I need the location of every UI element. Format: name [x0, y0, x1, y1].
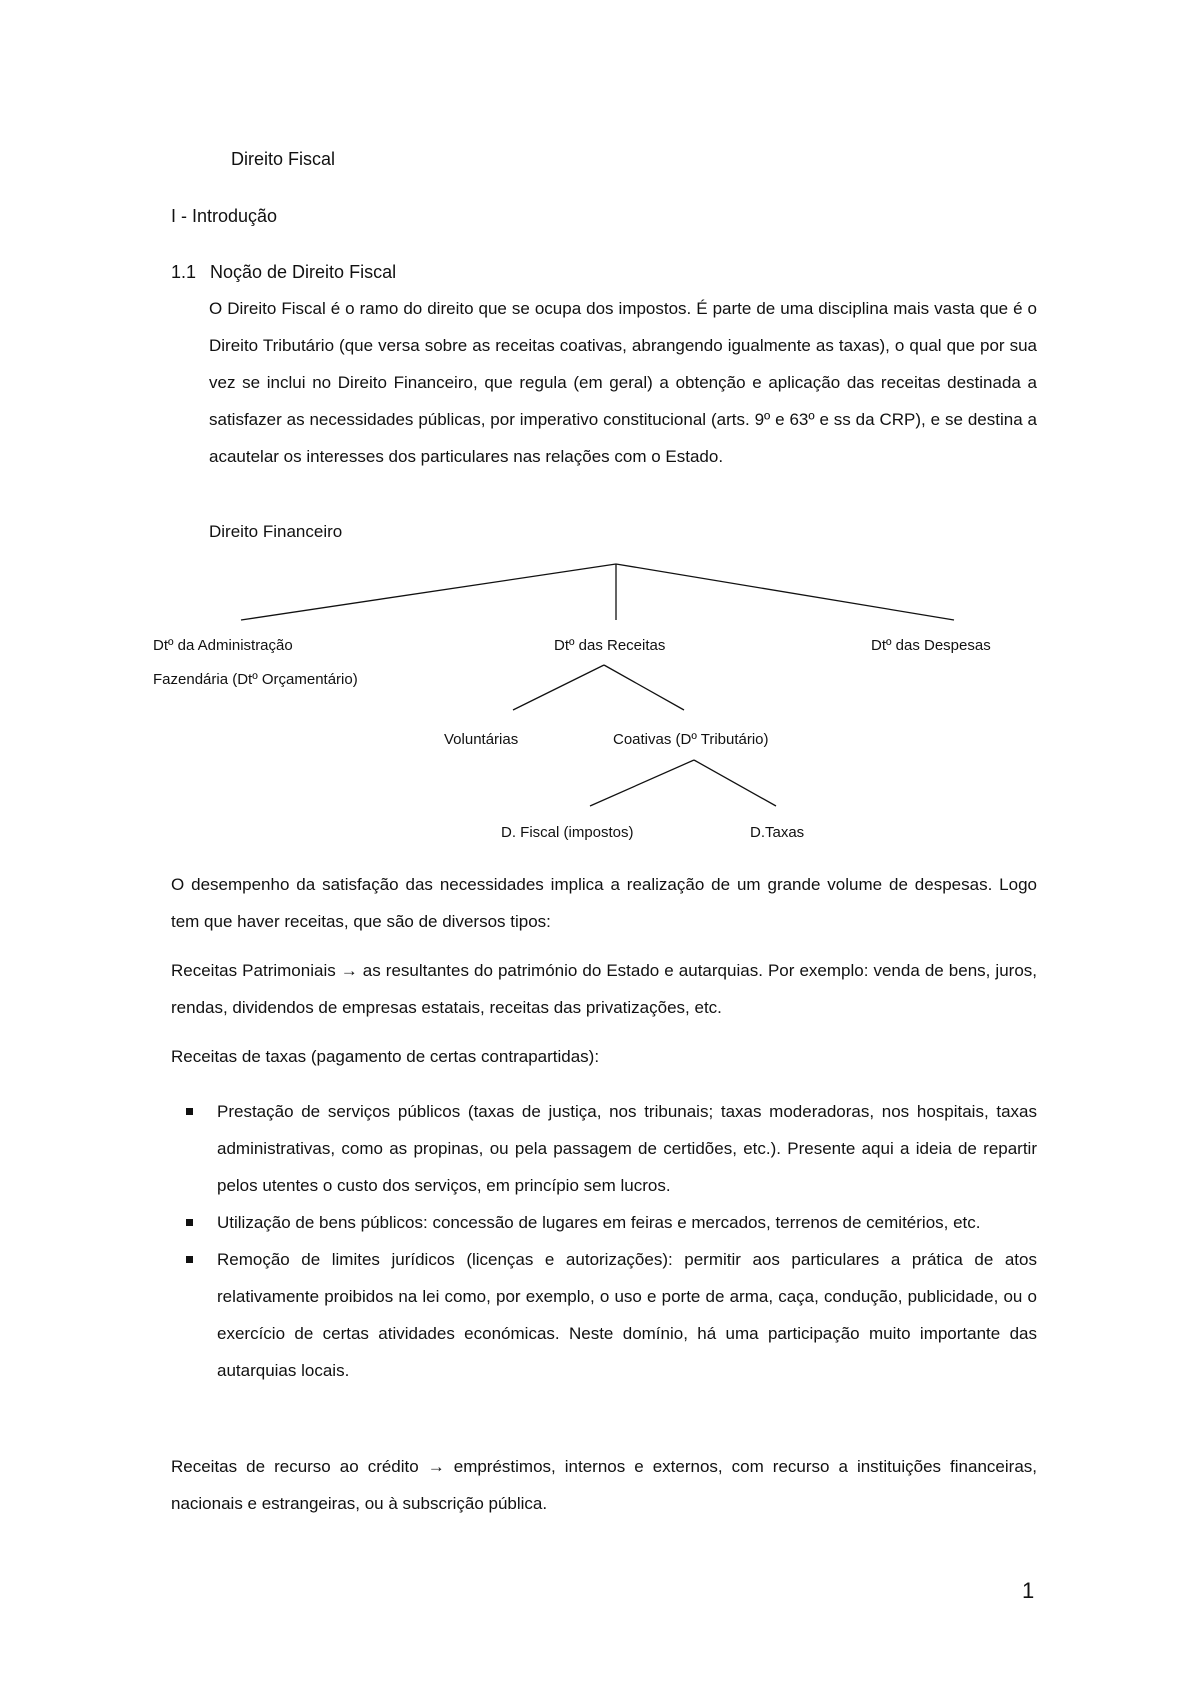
node-administracao-line1: Dtº da Administração [153, 637, 293, 654]
edge-coativas-taxas [694, 760, 776, 806]
list-item-text: Prestação de serviços públicos (taxas de justiça, nos tribunais; taxas moderadoras, nos hospitais, taxas administrativas, como as propinas, ou pela passagem de certidões, etc.). Presente aqui a ideia de repartir pelos utentes o custo dos serviços, em princípio sem lucros. [217, 1102, 1037, 1195]
intro-paragraph: O Direito Fiscal é o ramo do direito que se ocupa dos impostos. É parte de uma disciplina mais vasta que é o Direito Tributário (que versa sobre as receitas coativas, abrangendo igualmente as taxas), o qual que por sua vez se inclui no Direito Financeiro, que regula (em geral) a obtenção e aplicação das receitas destinada a satisfazer as necessidades públicas, por imperativo constitucional (arts. 9º e 63º e ss da CRP), e se destina a acautelar os interesses dos particulares nas relações com o Estado. [209, 299, 1037, 466]
diagram-title: Direito Financeiro [209, 522, 343, 541]
subsection-title: Noção de Direito Fiscal [210, 262, 397, 282]
square-bullet-icon [186, 1256, 193, 1263]
list-item [171, 1241, 1037, 1389]
node-despesas: Dtº das Despesas [871, 637, 991, 654]
subsection-number: 1.1 [171, 262, 197, 282]
section-heading: I - Introdução [171, 206, 278, 226]
node-receitas: Dtº das Receitas [554, 637, 666, 654]
edge-coativas-fiscal [590, 760, 694, 806]
list-item [171, 1204, 1037, 1241]
square-bullet-icon [186, 1108, 193, 1115]
square-bullet-icon [186, 1219, 193, 1226]
edge-root-admin [241, 564, 616, 620]
paragraph-desempenho: O desempenho da satisfação das necessidades implica a realização de um grande volume de despesas. Logo tem que haver receitas, que são de diversos tipos: [171, 875, 1037, 931]
node-taxas: D.Taxas [750, 824, 805, 841]
page-number: 1 [1022, 1578, 1035, 1603]
node-fiscal: D. Fiscal (impostos) [501, 824, 634, 841]
paragraph-credito: Receitas de recurso ao crédito → empréstimos, internos e externos, com recurso a instituições financeiras, nacionais e estrangeiras, ou à subscrição pública. [171, 1457, 1037, 1513]
edge-receitas-coativas [604, 665, 684, 710]
edge-receitas-voluntarias [513, 665, 604, 710]
paragraph-patrimoniais: Receitas Patrimoniais → as resultantes do património do Estado e autarquias. Por exemplo: venda de bens, juros, rendas, dividendos de empresas estatais, receitas das privatizações, etc. [171, 961, 1037, 1017]
edge-root-despesas [616, 564, 954, 620]
node-administracao-line2: Fazendária (Dtº Orçamentário) [153, 671, 358, 688]
node-coativas: Coativas (Dº Tributário) [613, 731, 769, 748]
list-item-text: Utilização de bens públicos: concessão de lugares em feiras e mercados, terrenos de cemitérios, etc. [217, 1213, 981, 1232]
document-title: Direito Fiscal [231, 149, 336, 169]
taxas-list [171, 1093, 1037, 1389]
list-item [171, 1093, 1037, 1204]
list-item-text: Remoção de limites jurídicos (licenças e autorizações): permitir aos particulares a prática de atos relativamente proibidos na lei como, por exemplo, o uso e porte de arma, caça, condução, publicidade, ou o exercício de certas atividades económicas. Neste domínio, há uma participação muito importante das autarquias locais. [217, 1250, 1037, 1380]
node-voluntarias: Voluntárias [444, 731, 519, 748]
paragraph-taxas-heading: Receitas de taxas (pagamento de certas contrapartidas): [171, 1047, 600, 1066]
